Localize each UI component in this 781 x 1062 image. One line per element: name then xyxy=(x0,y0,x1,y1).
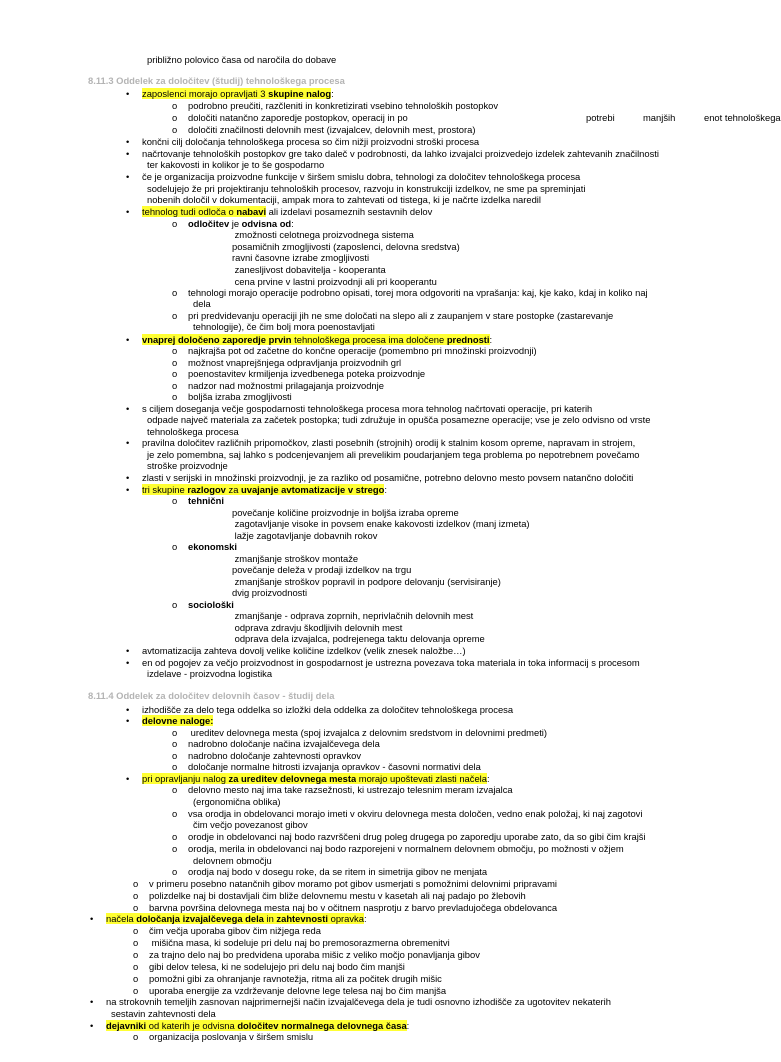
text-line xyxy=(88,75,345,86)
list-item xyxy=(172,599,234,610)
text-span: pravilna določitev različnih pripomočkov, zlasti posebnih (strojnih) orodij k stalnim kosom opreme, napravam in strojem, xyxy=(142,437,636,448)
text-span: tehnologi morajo operacije podrobno opisati, torej mora odgovoriti na vprašanja: kaj, kje kako, kdaj in koliko naj xyxy=(188,287,648,298)
text-span: odprava dela izvajalca, podrejenega taktu delovanja opreme xyxy=(232,633,485,644)
list-item xyxy=(126,171,580,182)
text-span: tehnični xyxy=(188,495,224,506)
text-span: povečanje deleža v prodaji izdelkov na trgu xyxy=(232,564,412,575)
text-span: orodja, merila in obdelovanci naj bodo razporejeni v normalnem delovnem območju, po možnosti v ožjem xyxy=(188,843,624,854)
list-item xyxy=(172,808,642,819)
list-item xyxy=(126,657,640,668)
text-span: mišična masa, ki sodeluje pri delu naj bo premosorazmerna obremenitvi xyxy=(149,937,450,948)
bullet-marker: o xyxy=(172,866,178,877)
text-span: če je organizacija proizvodne funkcije v širšem smislu dobra, tehnologi za določitev tehnološkega procesa xyxy=(142,171,581,182)
text-span: za xyxy=(225,484,242,495)
text-line xyxy=(643,112,675,123)
section-heading: 8.11.4 Oddelek za določitev delovnih časov - študij dela xyxy=(88,690,335,701)
text-span: ekonomski xyxy=(188,541,237,552)
bullet-marker: o xyxy=(172,599,178,610)
text-line xyxy=(193,298,211,309)
text-span: sestavin zahtevnosti dela xyxy=(111,1008,216,1019)
list-item xyxy=(216,610,473,621)
text-line xyxy=(147,194,541,205)
text-span: povečanje količine proizvodnje in boljša izraba opreme xyxy=(232,507,459,518)
bullet-marker: o xyxy=(133,878,139,889)
list-item xyxy=(133,925,321,936)
bullet-marker: • xyxy=(126,437,130,448)
bullet-marker: o xyxy=(133,949,139,960)
text-line xyxy=(147,159,324,170)
list-item xyxy=(172,843,624,854)
text-span: izhodišče za delo tega oddelka so izložki dela oddelka za določitev tehnološkega procesa xyxy=(142,704,514,715)
list-item xyxy=(172,866,487,877)
bullet-marker: o xyxy=(133,985,139,996)
bullet-marker: • xyxy=(126,657,130,668)
bullet-marker: • xyxy=(126,334,130,345)
bullet-marker: • xyxy=(126,704,130,715)
text-line xyxy=(704,112,781,123)
text-span: določiti značilnosti delovnih mest (izvajalcev, delovnih mest, prostora) xyxy=(188,124,476,135)
section-heading: 8.11.3 Oddelek za določitev (študij) tehnološkega procesa xyxy=(88,75,345,86)
text-span: zagotavljanje visoke in povsem enake kakovosti izdelkov (manj izmeta) xyxy=(232,518,530,529)
text-span: zanesljivost dobavitelja - kooperanta xyxy=(232,264,386,275)
text-span: čim večjo povezanost gibov xyxy=(193,819,308,830)
text-span: zmanjšanje stroškov montaže xyxy=(232,553,359,564)
list-item xyxy=(216,264,386,275)
text-span: poenostavitev krmiljenja izvedbenega poteka proizvodnje xyxy=(188,368,426,379)
text-span: je zelo pomembna, saj lahko s podcenjevanjem ali prevelikim poudarjanjem tega problema po nepotrebnem povečamo xyxy=(147,449,640,460)
text-span: določiti natančno zaporedje postopkov, operacij in po xyxy=(188,112,408,123)
bullet-marker: o xyxy=(133,902,139,913)
bullet-marker: o xyxy=(172,124,178,135)
bullet-marker: o xyxy=(172,345,178,356)
list-item xyxy=(172,831,646,842)
list-item xyxy=(172,345,537,356)
text-span: odpade največ materiala za začetek postopka; tudi združuje in opušča posamezne operacije; vse je zelo odvisno od vrste xyxy=(147,414,651,425)
text-span: približno polovico časa od naročila do dobave xyxy=(147,54,337,65)
text-span: za ureditev delovnega mesta xyxy=(228,773,357,784)
text-span: : xyxy=(291,218,294,229)
text-span: pomožni gibi za ohranjanje ravnotežja, ritma ali za počitek drugih mišic xyxy=(149,973,442,984)
text-line xyxy=(147,668,272,679)
list-item xyxy=(126,484,387,495)
list-item xyxy=(216,276,437,287)
text-span: : xyxy=(384,484,387,495)
bullet-marker: o xyxy=(172,541,178,552)
list-item xyxy=(172,495,224,506)
bullet-marker: o xyxy=(172,310,178,321)
text-span: prednosti xyxy=(446,334,490,345)
bullet-marker: • xyxy=(126,206,130,217)
text-span: čim večja uporaba gibov čim nižjega reda xyxy=(149,925,321,936)
text-span: zaposlenci morajo opravljati 3 xyxy=(142,88,269,99)
text-span: : xyxy=(486,773,490,784)
text-span: skupine nalog xyxy=(268,88,332,99)
text-span: odvisna od xyxy=(241,218,292,229)
bullet-marker: o xyxy=(172,831,178,842)
bullet-marker: o xyxy=(172,495,178,506)
text-span: odprava zdravju škodljivih delovnih mest xyxy=(232,622,403,633)
text-span: gibi delov telesa, ki ne sodelujejo pri delu naj bodo čim manjši xyxy=(149,961,405,972)
text-span: za trajno delo naj bo predvidena uporaba mišic z veliko močjo ponavljanja gibov xyxy=(149,949,480,960)
text-span: zlasti v serijski in množinski proizvodnji, je za razliko od posamične, potrebno delovno mesto povsem natančno določiti xyxy=(142,472,634,483)
text-span: boljša izraba zmogljivosti xyxy=(188,391,292,402)
bullet-marker: • xyxy=(126,645,130,656)
bullet-marker: o xyxy=(172,727,178,738)
text-span: dejavniki xyxy=(106,1020,147,1031)
text-span: uporaba energije za vzdrževanje delovne lege telesa naj bo čim manjša xyxy=(149,985,447,996)
text-span: : xyxy=(406,1020,410,1031)
text-span: razlogov xyxy=(187,484,226,495)
text-span: enot tehnološkega xyxy=(704,112,781,123)
text-span: možnost vnaprejšnjega odpravljanja proizvodnih grl xyxy=(188,357,402,368)
list-item xyxy=(172,357,401,368)
text-span: vsa orodja in obdelovanci morajo imeti v okviru delovnega mesta določen, vedno enak položaj, ki naj zagotovi xyxy=(188,808,643,819)
list-item xyxy=(133,973,442,984)
text-span: določanja izvajalčevega dela xyxy=(136,913,264,924)
list-item xyxy=(90,996,611,1007)
text-span: tri skupine xyxy=(142,484,188,495)
text-span: nadzor nad možnostmi prilagajanja proizvodnje xyxy=(188,380,384,391)
text-line xyxy=(147,449,639,460)
list-item xyxy=(133,949,480,960)
list-item xyxy=(126,437,635,448)
list-item xyxy=(133,890,526,901)
bullet-marker: o xyxy=(133,937,139,948)
text-span: avtomatizacija zahteva dovolj velike količine izdelkov (velik znesek naložbe…) xyxy=(142,645,466,656)
bullet-marker: o xyxy=(133,973,139,984)
bullet-marker: • xyxy=(90,1020,94,1031)
text-span: vnaprej določeno zaporedje prvin xyxy=(142,334,292,345)
bullet-marker: o xyxy=(172,380,178,391)
text-span: v primeru posebno natančnih gibov moramo pot gibov usmerjati s pomožnimi delovnimi pripravami xyxy=(149,878,558,889)
text-span: sociološki xyxy=(188,599,234,610)
bullet-marker: o xyxy=(172,750,178,761)
list-item xyxy=(133,937,450,948)
list-item xyxy=(126,136,479,147)
text-line xyxy=(193,321,375,332)
bullet-marker: • xyxy=(126,484,130,495)
text-span: zmožnosti celotnega proizvodnega sistema xyxy=(232,229,414,240)
text-span: morajo upoštevati zlasti načela xyxy=(356,773,487,784)
text-span: nadrobno določanje načina izvajalčevega dela xyxy=(188,738,380,749)
bullet-marker: • xyxy=(126,472,130,483)
list-item xyxy=(216,587,307,598)
text-span: delovne naloge: xyxy=(142,715,214,726)
text-span: potrebi xyxy=(586,112,615,123)
text-span: (ergonomična oblika) xyxy=(193,796,281,807)
list-item xyxy=(216,633,485,644)
bullet-marker: • xyxy=(126,403,130,414)
list-item xyxy=(126,715,213,726)
text-span: izdelave - proizvodna logistika xyxy=(147,668,273,679)
text-span: načela xyxy=(106,913,137,924)
list-item xyxy=(126,704,513,715)
text-span: uvajanje avtomatizacije v strego xyxy=(241,484,385,495)
list-item xyxy=(133,1031,313,1042)
bullet-marker: • xyxy=(90,913,94,924)
text-span: in xyxy=(263,913,277,924)
bullet-marker: o xyxy=(172,112,178,123)
list-item xyxy=(216,553,358,564)
bullet-marker: o xyxy=(133,890,139,901)
list-item xyxy=(172,784,513,795)
text-span: cena prvine v lastni proizvodnji ali pri kooperantu xyxy=(232,276,437,287)
bullet-marker: o xyxy=(172,100,178,111)
text-span: : xyxy=(363,913,367,924)
text-span: pri predvidevanju operaciji jih ne sme določati na slepo ali z zaupanjem v stare postopke (zastarevanje xyxy=(188,310,614,321)
bullet-marker: • xyxy=(126,136,130,147)
bullet-marker: • xyxy=(126,88,130,99)
text-span: podrobno preučiti, razčleniti in konkretizirati vsebino tehnoloških postopkov xyxy=(188,100,499,111)
text-span: orodje in obdelovanci naj bodo razvrščeni drug poleg drugega po zaporedju uporabe zato, da so gibi čim krajši xyxy=(188,831,646,842)
text-line xyxy=(193,855,272,866)
list-item xyxy=(172,380,384,391)
text-span: tehnologije), če čim bolj mora poenostavljati xyxy=(193,321,375,332)
list-item xyxy=(126,472,633,483)
list-item xyxy=(172,310,613,321)
text-span: zmanjšanje - odprava zoprnih, neprivlačnih delovnih mest xyxy=(232,610,474,621)
bullet-marker: • xyxy=(126,715,130,726)
list-item xyxy=(126,334,492,345)
text-span: en od pogojev za večjo proizvodnost in gospodarnost je ustrezna povezava toka materiala in toka informacij s procesom xyxy=(142,657,640,668)
text-span: dvig proizvodnosti xyxy=(232,587,308,598)
list-item xyxy=(172,287,648,298)
text-span: na strokovnih temeljih zasnovan najprimernejši način izvajalčevega dela je tudi osnovno izhodišče za ugotovitev nekaterih xyxy=(106,996,611,1007)
text-span: orodja naj bodo v dosegu roke, da se ritem in simetrija gibov ne menjata xyxy=(188,866,488,877)
text-line xyxy=(193,819,308,830)
list-item xyxy=(216,564,411,575)
text-line xyxy=(88,690,334,701)
text-span: delovno mesto naj ima take razsežnosti, ki ustrezajo telesnim meram izvajalca xyxy=(188,784,513,795)
bullet-marker: • xyxy=(90,996,94,1007)
bullet-marker: o xyxy=(172,738,178,749)
text-span: polizdelke naj bi dostavljali čim bliže delovnemu mestu v kasetah ali naj padajo po žlebovih xyxy=(149,890,526,901)
text-span: nobenih določil v dokumentaciji, ampak mora to zahtevati od tistega, ki je načrte izdelka naredil xyxy=(147,194,541,205)
text-span: : xyxy=(331,88,334,99)
bullet-marker: • xyxy=(126,148,130,159)
list-item xyxy=(216,518,530,529)
text-line xyxy=(193,796,281,807)
bullet-marker: o xyxy=(133,925,139,936)
bullet-marker: o xyxy=(172,218,178,229)
bullet-marker: o xyxy=(172,357,178,368)
text-span: posamičnih zmogljivosti (zaposlenci, delovna sredstva) xyxy=(232,241,460,252)
list-item xyxy=(172,541,237,552)
text-span: : xyxy=(489,334,493,345)
list-item xyxy=(133,961,405,972)
text-span: tehnološkega procesa ima določene xyxy=(291,334,447,345)
text-line xyxy=(147,460,228,471)
text-span: določanje normalne hitrosti izvajanja opravkov - časovni normativi dela xyxy=(188,761,481,772)
text-line xyxy=(147,414,650,425)
list-item xyxy=(90,1020,409,1031)
list-item xyxy=(216,241,460,252)
text-line xyxy=(147,183,585,194)
list-item xyxy=(172,368,425,379)
list-item xyxy=(90,913,367,924)
bullet-marker: o xyxy=(172,761,178,772)
list-item xyxy=(133,902,557,913)
list-item xyxy=(133,985,446,996)
text-span: barvna površina delovnega mesta naj bo v očitnem nasprotju z barvo prevladujočega obdelovanca xyxy=(149,902,558,913)
list-item xyxy=(126,403,592,414)
text-span: določitev normalnega delovnega časa xyxy=(237,1020,407,1031)
bullet-marker: • xyxy=(126,171,130,182)
bullet-marker: o xyxy=(172,287,178,298)
bullet-marker: o xyxy=(133,1031,139,1042)
list-item xyxy=(216,252,369,263)
list-item xyxy=(126,773,490,784)
bullet-marker: o xyxy=(133,961,139,972)
text-line xyxy=(147,426,239,437)
bullet-marker: o xyxy=(172,843,178,854)
text-line xyxy=(586,112,615,123)
list-item xyxy=(172,100,498,111)
list-item xyxy=(133,878,557,889)
text-span: opravka xyxy=(328,913,364,924)
text-span: stroške proizvodnje xyxy=(147,460,228,471)
text-span: ureditev delovnega mesta (spoj izvajalca z delovnim sredstvom in delovnimi predmeti) xyxy=(188,727,548,738)
text-span: ter kakovosti in kolikor je to še gospodarno xyxy=(147,159,325,170)
text-span: tehnolog tudi odloča o xyxy=(142,206,237,217)
bullet-marker: o xyxy=(172,784,178,795)
list-item xyxy=(216,229,414,240)
list-item xyxy=(172,391,292,402)
list-item xyxy=(216,507,459,518)
text-span: pri opravljanju nalog xyxy=(142,773,229,784)
text-span: lažje zagotavljanje dobavnih rokov xyxy=(232,530,378,541)
text-span: zahtevnosti xyxy=(276,913,328,924)
list-item xyxy=(172,112,408,123)
text-span: od katerih je odvisna xyxy=(146,1020,238,1031)
bullet-marker: o xyxy=(172,391,178,402)
text-span: ali izdelavi posameznih sestavnih delov xyxy=(266,206,433,217)
list-item xyxy=(172,738,380,749)
text-span: nadrobno določanje zahtevnosti opravkov xyxy=(188,750,362,761)
list-item xyxy=(126,206,432,217)
text-span: odločitev xyxy=(188,218,230,229)
text-span: najkrajša pot od začetne do končne operacije (pomembno pri množinski proizvodnji) xyxy=(188,345,537,356)
text-line xyxy=(111,1008,216,1019)
text-span: tehnološkega procesa xyxy=(147,426,239,437)
list-item xyxy=(172,750,361,761)
list-item xyxy=(126,88,334,99)
list-item xyxy=(172,727,547,738)
text-span: je xyxy=(229,218,242,229)
list-item xyxy=(126,645,466,656)
list-item xyxy=(216,576,501,587)
text-span: zmanjšanje stroškov popravil in podpore delovanju (servisiranje) xyxy=(232,576,501,587)
text-span: organizacija poslovanja v širšem smislu xyxy=(149,1031,314,1042)
list-item xyxy=(172,761,481,772)
text-span: dela xyxy=(193,298,211,309)
text-span: končni cilj določanja tehnološkega procesa so čim nižji proizvodni stroški procesa xyxy=(142,136,480,147)
bullet-marker: o xyxy=(172,808,178,819)
list-item xyxy=(126,148,659,159)
text-span: sodelujejo že pri projektiranju tehnoloških procesov, razvoju in konstrukciji izdelkov, ne sme pa spreminjati xyxy=(147,183,586,194)
text-line xyxy=(147,54,336,65)
list-item xyxy=(216,622,402,633)
text-span: s ciljem doseganja večje gospodarnosti tehnološkega procesa mora tehnolog načrtovati operacije, pri katerih xyxy=(142,403,593,414)
bullet-marker: • xyxy=(126,773,130,784)
text-span: manjših xyxy=(643,112,676,123)
text-span: načrtovanje tehnoloških postopkov gre tako daleč v podrobnosti, da lahko izvajalci proizvedejo izdelek zahtevanih značilnosti xyxy=(142,148,659,159)
list-item xyxy=(172,218,294,229)
text-span: delovnem območju xyxy=(193,855,272,866)
text-span: ravni časovne izrabe zmogljivosti xyxy=(232,252,370,263)
list-item xyxy=(172,124,475,135)
text-span: nabavi xyxy=(236,206,267,217)
bullet-marker: o xyxy=(172,368,178,379)
list-item xyxy=(216,530,377,541)
